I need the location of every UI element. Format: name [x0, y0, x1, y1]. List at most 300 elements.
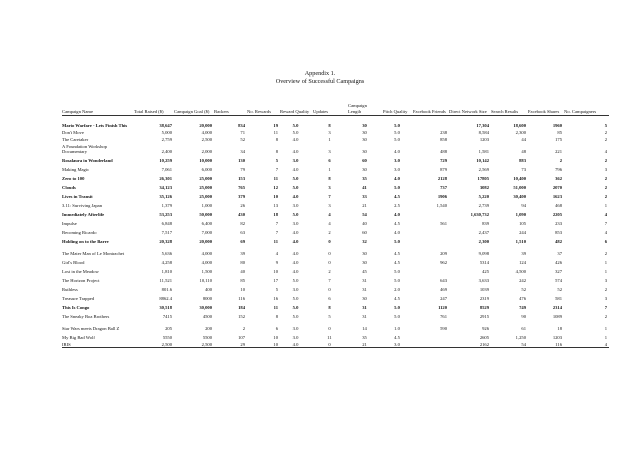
- table-cell: 2: [604, 175, 607, 181]
- table-cell: 30: [362, 250, 367, 256]
- table-cell: 45: [362, 268, 367, 274]
- campaign-name-cell: Don't Move: [62, 129, 84, 135]
- table-cell: 5.0: [292, 122, 299, 128]
- table-cell: 3.0: [292, 334, 299, 340]
- table-cell: 5.0: [394, 313, 400, 319]
- table-cell: 11: [273, 129, 278, 135]
- table-cell: 25,000: [199, 175, 212, 181]
- table-cell: 3: [604, 166, 607, 172]
- table-cell: 4.0: [292, 259, 299, 265]
- table-cell: 327: [555, 268, 562, 274]
- table-cell: 858: [440, 136, 447, 142]
- table-cell: 5.0: [394, 238, 400, 244]
- table-cell: 2,400: [161, 148, 172, 154]
- table-cell: 0: [328, 286, 331, 292]
- table-cell: 10,110: [199, 277, 212, 283]
- table-cell: 765: [238, 184, 245, 190]
- campaign-name-cell: Rosalaura in Wonderland: [62, 157, 113, 163]
- table-cell: 3.0: [383, 340, 413, 348]
- table-cell: 6,400: [201, 220, 212, 226]
- table-cell: 879: [440, 166, 447, 172]
- table-cell: 749: [519, 304, 526, 310]
- table-cell: 2605: [479, 334, 489, 340]
- table-cell: 8: [275, 313, 278, 319]
- table-cell: 35: [362, 334, 367, 340]
- table-cell: 8: [275, 148, 278, 154]
- table-cell: 1.0: [394, 325, 400, 331]
- table-cell: 5.0: [292, 211, 299, 217]
- table-cell: 20,000: [199, 122, 212, 128]
- table-cell: 33: [362, 193, 367, 199]
- table-cell: 0: [313, 340, 348, 348]
- table-cell: 21: [362, 202, 367, 208]
- table-cell: 6: [328, 157, 331, 163]
- table-cell: 1: [328, 136, 331, 142]
- table-cell: 2: [328, 229, 331, 235]
- table-cell: 7,517: [161, 229, 172, 235]
- table-cell: 729: [440, 157, 447, 163]
- table-cell: 34: [240, 148, 245, 154]
- table-cell: 853: [555, 229, 562, 235]
- table-cell: 10,000: [199, 157, 212, 163]
- table-cell: 5.0: [394, 122, 400, 128]
- table-cell: 7,000: [201, 229, 212, 235]
- table-cell: 26,301: [159, 175, 172, 181]
- table-cell: 3: [328, 184, 331, 190]
- table-cell: 39: [240, 250, 245, 256]
- table-cell: 4.0: [394, 229, 400, 235]
- table-cell: 3082: [479, 184, 489, 190]
- table-cell: 476: [519, 295, 526, 301]
- table-cell: 35: [362, 175, 367, 181]
- table-cell: 7: [275, 220, 278, 226]
- table-cell: 1,090: [515, 211, 526, 217]
- table-cell: 2: [559, 157, 562, 163]
- campaign-name-cell: Star Wars meets Dragon Ball Z: [62, 325, 120, 331]
- table-cell: 1,810: [161, 268, 172, 274]
- table-cell: 1,500: [201, 268, 212, 274]
- table-cell: 107: [238, 334, 245, 340]
- table-cell: 4.0: [292, 238, 299, 244]
- table-cell: 3.0: [394, 157, 400, 163]
- campaign-name-cell: Clouds: [62, 184, 76, 190]
- table-cell: 242: [519, 277, 526, 283]
- campaign-name-cell: Making Magic: [62, 166, 90, 172]
- table-cell: 30: [362, 122, 367, 128]
- table-cell: 50,000: [199, 211, 212, 217]
- table-cell: 44: [521, 136, 526, 142]
- table-cell: 1,540: [436, 202, 447, 208]
- campaign-name-cell: Lives in Transit: [62, 193, 93, 199]
- table-cell: 4,000: [201, 259, 212, 265]
- table-cell: 4.5: [394, 334, 400, 340]
- table-row: [62, 226, 609, 235]
- table-cell: 85: [557, 129, 562, 135]
- campaign-name-cell: Zero to 100: [62, 175, 85, 181]
- table-cell: 31: [362, 313, 367, 319]
- table-cell: 8000: [202, 295, 212, 301]
- table-cell: 11: [273, 175, 278, 181]
- table-cell: 2: [604, 250, 607, 256]
- appendix-title: Appendix 1.: [304, 70, 336, 77]
- table-cell: 63: [240, 229, 245, 235]
- table-cell: 20,000: [199, 238, 212, 244]
- table-cell: 6: [275, 325, 278, 331]
- table-cell: 2314: [552, 304, 562, 310]
- table-cell: 14: [362, 325, 367, 331]
- table-cell: 238: [440, 129, 447, 135]
- table-cell: 2: [604, 286, 607, 292]
- table-cell: 247: [440, 295, 447, 301]
- table-cell: 3,633: [478, 277, 489, 283]
- table-cell: 7: [275, 229, 278, 235]
- table-cell: 2,739: [478, 202, 489, 208]
- table-cell: 60: [362, 157, 367, 163]
- table-cell: [413, 116, 449, 129]
- campaign-name-cell: Lost in the Meadow: [62, 268, 99, 274]
- table-row: [62, 340, 609, 348]
- table-cell: 30: [362, 295, 367, 301]
- table-cell: 9: [275, 259, 278, 265]
- table-cell: 3.0: [292, 325, 299, 331]
- table-cell: 18,600: [513, 122, 526, 128]
- campaign-name-cell: Ruthless: [62, 286, 78, 292]
- table-cell: 2,759: [161, 136, 172, 142]
- table-cell: 17: [273, 277, 278, 283]
- table-cell: 1,510: [515, 238, 526, 244]
- table-cell: 32: [362, 238, 367, 244]
- table-cell: 153: [238, 175, 245, 181]
- table-cell: 4: [275, 250, 278, 256]
- campaign-name-cell: Becoming Ricardo: [62, 229, 97, 235]
- table-cell: 11: [273, 238, 278, 244]
- table-cell: 71: [240, 129, 245, 135]
- table-cell: 8: [328, 122, 331, 128]
- table-cell: 200: [205, 325, 212, 331]
- table-cell: 40: [240, 268, 245, 274]
- table-cell: 25,000: [199, 184, 212, 190]
- table-cell: 400: [205, 286, 212, 292]
- table-cell: 7: [275, 166, 278, 172]
- col-header-campaign-length: Campaign Length: [348, 98, 383, 116]
- table-cell: 41: [362, 184, 367, 190]
- table-cell: 5: [328, 313, 331, 319]
- table-cell: 2319: [479, 295, 489, 301]
- table-row: [62, 172, 609, 181]
- table-cell: 13: [273, 202, 278, 208]
- table-cell: 90: [521, 313, 526, 319]
- col-header-pitch-quality: Pitch Quality: [383, 98, 413, 116]
- table-cell: 3.0: [292, 220, 299, 226]
- table-cell: 962: [440, 259, 447, 265]
- table-cell: 30: [362, 129, 367, 135]
- table-cell: 221: [555, 148, 562, 154]
- col-header-campaign-name: Campaign Name: [62, 98, 134, 116]
- table-cell: 233: [555, 220, 562, 226]
- table-cell: 79: [240, 166, 245, 172]
- table-cell: 926: [482, 325, 489, 331]
- campaign-name-cell: 3.11: Surviving Japan: [62, 202, 103, 208]
- table-cell: 4: [328, 220, 331, 226]
- table-cell: 18: [273, 211, 278, 217]
- table-cell: 85: [240, 277, 245, 283]
- table-cell: 4,500: [515, 268, 526, 274]
- table-cell: 590: [440, 325, 447, 331]
- table-cell: 0: [328, 259, 331, 265]
- table-cell: [413, 226, 449, 235]
- table-cell: 12: [273, 184, 278, 190]
- table-cell: 3: [328, 202, 331, 208]
- table-cell: 883: [519, 157, 526, 163]
- col-header-facebook-friends: Facebook Friends: [413, 98, 449, 116]
- table-cell: 11: [273, 304, 278, 310]
- table-cell: 4.5: [394, 193, 400, 199]
- table-cell: 4.0: [394, 148, 400, 154]
- table-cell: 3: [328, 129, 331, 135]
- table-cell: [413, 331, 449, 340]
- table-cell: 1,000: [201, 202, 212, 208]
- campaign-name-cell: Girl's Blood: [62, 259, 85, 265]
- table-cell: 205: [165, 325, 172, 331]
- table-row: [62, 181, 609, 190]
- table-cell: 2: [604, 313, 607, 319]
- table-cell: 4.0: [292, 136, 299, 142]
- table-row: [62, 235, 609, 244]
- table-cell: 2,569: [478, 166, 489, 172]
- table-cell: 3.0: [394, 166, 400, 172]
- table-row: [62, 244, 609, 256]
- table-cell: 1: [604, 202, 607, 208]
- table-row: [62, 301, 609, 310]
- table-cell: 17805: [477, 175, 489, 181]
- table-cell: 5.0: [292, 304, 299, 310]
- table-cell: 4.0: [292, 148, 299, 154]
- table-cell: 17,304: [476, 122, 489, 128]
- table-row: [62, 190, 609, 199]
- table-cell: 1: [328, 166, 331, 172]
- table-cell: 25,000: [199, 193, 212, 199]
- table-cell: 488: [440, 148, 447, 154]
- table-cell: 34,123: [159, 184, 172, 190]
- table-cell: 469: [440, 286, 447, 292]
- campaign-name-cell: Holding on to the Barre: [62, 238, 109, 244]
- table-cell: 11,521: [159, 277, 172, 283]
- table-cell: 5.0: [292, 184, 299, 190]
- col-header-campaign-goal: Campaign Goal ($): [174, 98, 214, 116]
- table-title: Overview of Successful Campaigns: [275, 78, 365, 85]
- table-cell: 2162: [449, 340, 491, 348]
- table-cell: 2: [604, 184, 607, 190]
- table-cell: [413, 235, 449, 244]
- table-cell: 5,636: [161, 250, 172, 256]
- table-cell: 2070: [552, 184, 562, 190]
- table-row: [62, 135, 609, 142]
- campaign-name-cell: IRIS: [62, 340, 134, 348]
- table-cell: 2915: [479, 313, 489, 319]
- table-cell: 2,300: [515, 129, 526, 135]
- table-row: [62, 331, 609, 340]
- table-cell: 5.0: [292, 313, 299, 319]
- table-cell: 73: [521, 166, 526, 172]
- table-cell: 30: [362, 259, 367, 265]
- table-row: [62, 319, 609, 331]
- table-cell: 4.5: [394, 259, 400, 265]
- table-cell: 1,379: [161, 202, 172, 208]
- table-cell: 16: [273, 295, 278, 301]
- table-cell: 40: [362, 220, 367, 226]
- table-cell: 379: [238, 193, 245, 199]
- table-cell: 1089: [552, 313, 562, 319]
- table-cell: 116: [238, 295, 245, 301]
- table-cell: 2128: [437, 175, 447, 181]
- table-cell: 4.0: [394, 175, 400, 181]
- col-header-facebook-shares: Facebook Shares: [528, 98, 564, 116]
- table-cell: 11: [327, 334, 332, 340]
- table-cell: 4: [564, 340, 609, 348]
- table-cell: 7,061: [161, 166, 172, 172]
- col-header-direct-network-size: Direct Network Size: [449, 98, 491, 116]
- table-cell: 7: [604, 220, 607, 226]
- table-cell: 2: [604, 129, 607, 135]
- table-cell: 362: [555, 175, 562, 181]
- table-cell: 10: [273, 193, 278, 199]
- table-cell: 6,000: [201, 166, 212, 172]
- table-cell: 53,253: [159, 211, 172, 217]
- header-row: [62, 98, 609, 116]
- table-cell: 175: [555, 136, 562, 142]
- table-cell: 3: [604, 295, 607, 301]
- table-cell: 80: [240, 259, 245, 265]
- campaign-name-cell: This Is Congo: [62, 304, 90, 310]
- table-cell: 5.0: [292, 277, 299, 283]
- campaign-name-cell: Treasure Trapped: [62, 295, 95, 301]
- table-cell: 2,500: [201, 136, 212, 142]
- table-cell: 10,259: [159, 157, 172, 163]
- table-cell: 37: [557, 250, 562, 256]
- table-cell: 643: [440, 277, 447, 283]
- table-cell: 7: [604, 304, 607, 310]
- campaign-name-cell: Impulse: [62, 220, 77, 226]
- table-cell: 4.5: [394, 250, 400, 256]
- table-cell: 30,400: [513, 193, 526, 199]
- table-cell: 8: [328, 304, 331, 310]
- table-cell: 426: [555, 259, 562, 265]
- table-cell: 468: [555, 202, 562, 208]
- table-cell: 2,500: [134, 340, 174, 348]
- table-cell: 5314: [479, 259, 489, 265]
- table-cell: 5: [275, 286, 278, 292]
- table-cell: 5.0: [292, 295, 299, 301]
- table-cell: 21: [348, 340, 383, 348]
- table-row: [62, 310, 609, 319]
- table-cell: 52: [557, 286, 562, 292]
- table-cell: 3: [328, 148, 331, 154]
- table-cell: 8: [275, 136, 278, 142]
- table-cell: 124: [519, 259, 526, 265]
- table-cell: 4,000: [201, 250, 212, 256]
- table-cell: 4.0: [292, 229, 299, 235]
- table-cell: 105: [519, 220, 526, 226]
- table-cell: 737: [440, 184, 447, 190]
- table-cell: 4: [604, 148, 607, 154]
- table-cell: 0: [328, 250, 331, 256]
- table-cell: 1039: [479, 286, 489, 292]
- table-row: [62, 283, 609, 292]
- table-cell: 30: [362, 148, 367, 154]
- table-cell: 0: [328, 325, 331, 331]
- table-cell: 31: [362, 304, 367, 310]
- table-cell: 574: [555, 277, 562, 283]
- table-cell: 839: [482, 220, 489, 226]
- table-cell: 4500: [202, 313, 212, 319]
- table-cell: 8862.4: [159, 295, 172, 301]
- table-cell: 184: [238, 304, 245, 310]
- table-body: [62, 116, 609, 348]
- table-row: [62, 142, 609, 154]
- table-cell: 5.0: [394, 136, 400, 142]
- campaign-name-cell: Immediately Afterlife: [62, 211, 105, 217]
- table-cell: 3: [604, 277, 607, 283]
- table-cell: 5.0: [394, 129, 400, 135]
- table-cell: 4,258: [161, 259, 172, 265]
- table-cell: 130: [238, 157, 245, 163]
- table-cell: 4.5: [394, 220, 400, 226]
- table-cell: 4.5: [394, 295, 400, 301]
- table-cell: 31: [362, 277, 367, 283]
- table-cell: 7415: [162, 313, 172, 319]
- table-row: [62, 163, 609, 172]
- table-cell: 1203: [479, 136, 489, 142]
- table-cell: 1,581: [478, 148, 489, 154]
- table-cell: 5.0: [394, 304, 400, 310]
- campaign-name-cell: My Big Bad Wolf: [62, 334, 95, 340]
- table-cell: 561: [440, 220, 447, 226]
- table-cell: 10: [273, 268, 278, 274]
- table-cell: 2,300: [478, 238, 489, 244]
- table-cell: 2: [604, 193, 607, 199]
- table-cell: 1906: [437, 193, 447, 199]
- table-cell: 4.0: [280, 340, 313, 348]
- table-cell: 8529: [479, 304, 489, 310]
- table-cell: 4,000: [201, 129, 212, 135]
- table-cell: 4.0: [292, 193, 299, 199]
- table-cell: 2,000: [201, 148, 212, 154]
- table-cell: 1623: [552, 193, 562, 199]
- table-cell: 9,098: [478, 250, 489, 256]
- table-cell: 3.0: [292, 286, 299, 292]
- table-row: [62, 274, 609, 283]
- table-cell: 26: [240, 202, 245, 208]
- table-cell: 482: [555, 238, 562, 244]
- table-cell: 5,000: [161, 129, 172, 135]
- table-cell: 4: [328, 211, 331, 217]
- table-cell: 30,000: [199, 304, 212, 310]
- table-cell: 10,400: [513, 175, 526, 181]
- table-cell: 5.0: [394, 277, 400, 283]
- table-cell: 29: [214, 340, 247, 348]
- table-cell: 52: [521, 286, 526, 292]
- table-cell: 1: [604, 268, 607, 274]
- table-cell: 52: [240, 136, 245, 142]
- table-cell: [413, 265, 449, 274]
- table-cell: 1: [604, 259, 607, 265]
- table-cell: 60: [362, 229, 367, 235]
- table-cell: 209: [440, 250, 447, 256]
- table-cell: 5.0: [394, 184, 400, 190]
- table-cell: 31: [362, 286, 367, 292]
- table-cell: 2205: [552, 211, 562, 217]
- table-cell: 581: [555, 295, 562, 301]
